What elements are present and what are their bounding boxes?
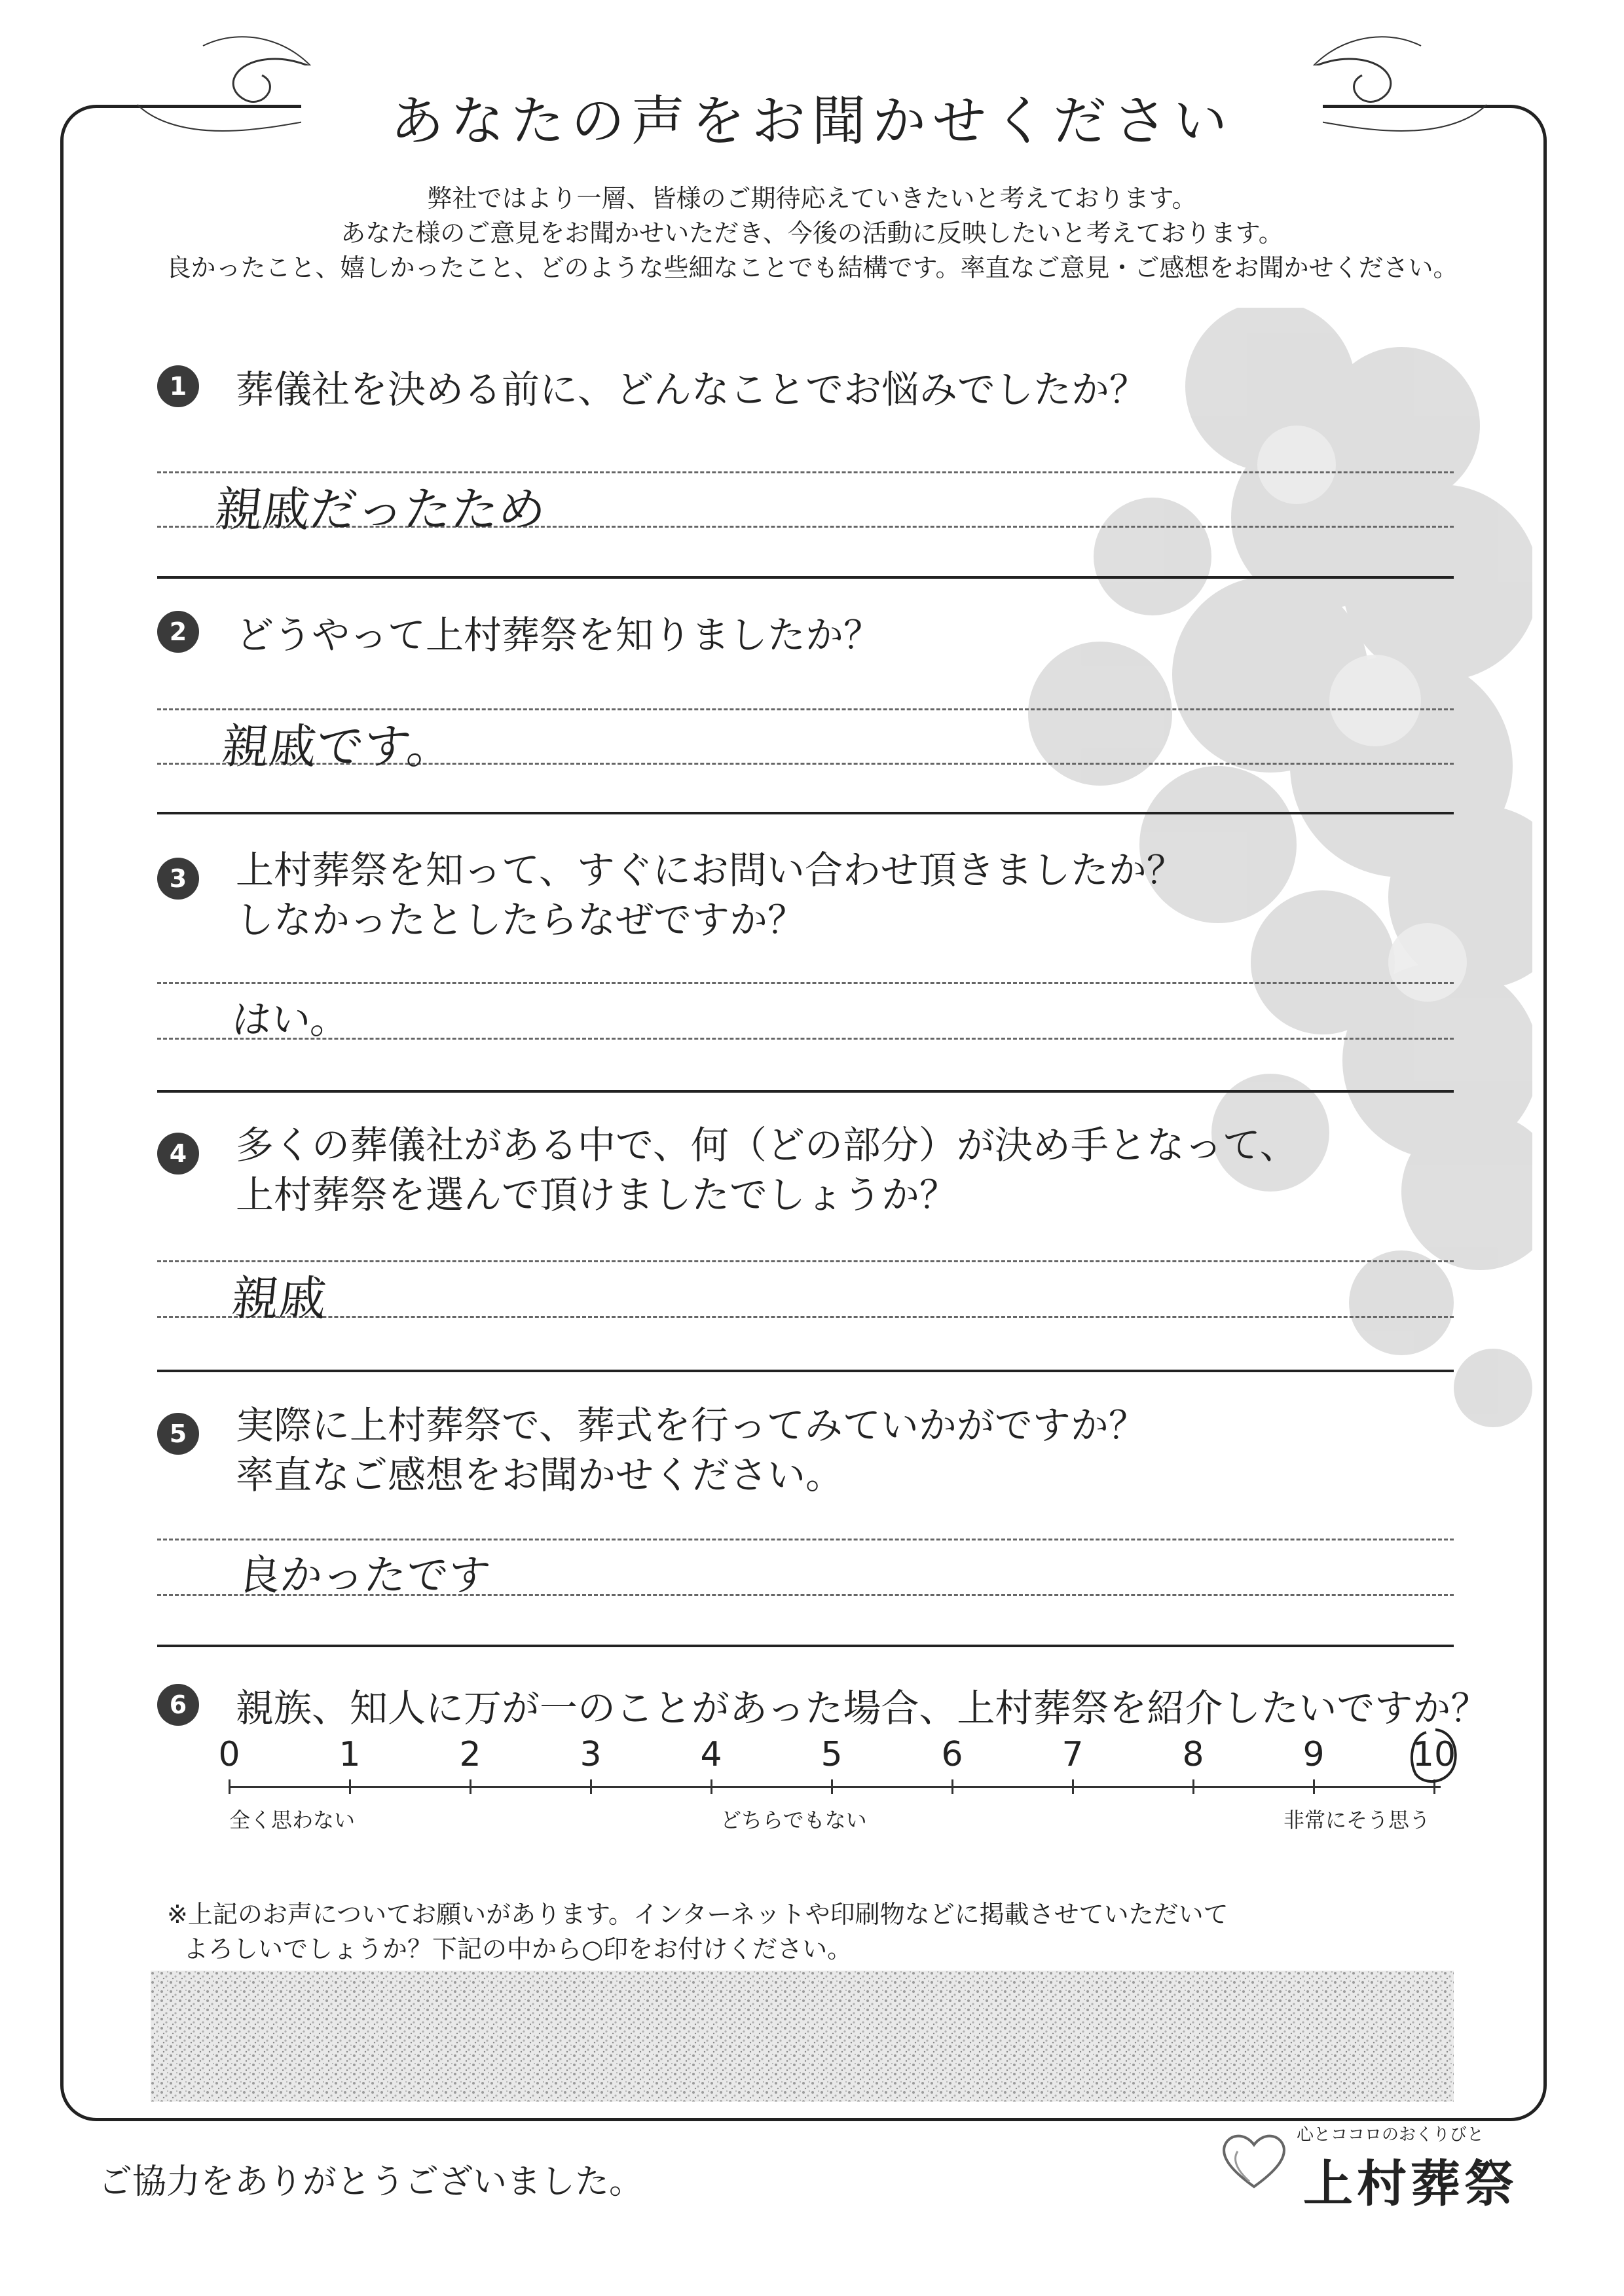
- scale-label-middle: どちらでもない: [720, 1808, 867, 1832]
- publication-notice-line-2: よろしいでしょうか？下記の中から○印をお付けください。: [183, 1935, 853, 1963]
- question-number-badge: 3: [157, 858, 199, 900]
- scale-number: 8: [1182, 1735, 1204, 1774]
- handwritten-answer-2: 親戚です。: [219, 719, 458, 774]
- question-4-text-line-1: 多くの葬儀社がある中で、何（どの部分）が決め手となって、: [236, 1123, 1298, 1167]
- intro-line-3: 良かったこと、嬉しかったこと、どのような些細なことでも結構です。率直なご意見・ご感想をお聞かせください。: [166, 253, 1458, 282]
- scale-tick: [590, 1779, 592, 1794]
- question-5-text-line-1: 実際に上村葬祭で、葬式を行ってみていかがですか？: [236, 1403, 1147, 1448]
- scale-number: 10: [1412, 1735, 1456, 1774]
- scale-number: 5: [821, 1735, 843, 1774]
- scale-tick: [349, 1779, 351, 1794]
- title-area: [301, 65, 1323, 157]
- question-number-badge: 4: [157, 1133, 199, 1175]
- scale-number: 7: [1061, 1735, 1084, 1774]
- scale-tick: [470, 1779, 471, 1794]
- scale-tick: [710, 1779, 712, 1794]
- scale-number: 6: [941, 1735, 963, 1774]
- brand-name: 上村葬祭: [1303, 2155, 1518, 2213]
- answer-guide-line: [157, 1539, 1454, 1540]
- scale-number: 2: [459, 1735, 481, 1774]
- scale-number: 1: [339, 1735, 361, 1774]
- question-5-text-line-2: 率直なご感想をお聞かせください。: [236, 1453, 844, 1497]
- question-2-text: どうやって上村葬祭を知りましたか？: [236, 613, 882, 657]
- answer-guide-line: [157, 982, 1454, 984]
- question-number-badge: 1: [157, 365, 199, 407]
- scale-tick: [1313, 1779, 1315, 1794]
- page-title: あなたの声をお聞かせください: [390, 90, 1234, 153]
- scale-label-high: 非常にそう思う: [1283, 1808, 1431, 1832]
- section-divider: [157, 576, 1454, 579]
- scale-number: 9: [1302, 1735, 1325, 1774]
- heart-logo-icon: [1218, 2128, 1290, 2193]
- publication-notice-line-1: ※上記のお声についてお願いがあります。インターネットや印刷物などに掲載させていただいて: [167, 1900, 1228, 1929]
- redacted-consent-area: [151, 1971, 1454, 2102]
- question-number-badge: 5: [157, 1413, 199, 1455]
- answer-guide-line: [157, 1038, 1454, 1040]
- section-divider: [157, 1645, 1454, 1647]
- handwritten-answer-5: 良かったです: [236, 1552, 493, 1600]
- scale-tick: [229, 1779, 231, 1794]
- question-3-text-line-1: 上村葬祭を知って、すぐにお問い合わせ頂きましたか？: [236, 848, 1185, 892]
- scale-tick: [1072, 1779, 1074, 1794]
- brand-tagline: 心とココロのおくりびと: [1297, 2125, 1485, 2145]
- section-divider: [157, 1370, 1454, 1372]
- intro-line-1: 弊社ではより一層、皆様のご期待応えていきたいと考えております。: [427, 184, 1197, 213]
- question-number-badge: 2: [157, 611, 199, 653]
- scale-number: 4: [700, 1735, 722, 1774]
- scale-label-low: 全く思わない: [229, 1808, 356, 1832]
- question-4-text-line-2: 上村葬祭を選んで頂けましたでしょうか？: [236, 1173, 958, 1217]
- section-divider: [157, 1090, 1454, 1093]
- scale-tick: [1192, 1779, 1194, 1794]
- question-6-text: 親族、知人に万が一のことがあった場合、上村葬祭を紹介したいですか？: [236, 1686, 1489, 1730]
- scale-number: 0: [218, 1735, 240, 1774]
- handwritten-answer-3: はい。: [229, 997, 353, 1043]
- scale-number: 3: [580, 1735, 602, 1774]
- question-3-text-line-2: しなかったとしたらなぜですか？: [236, 898, 806, 942]
- section-divider: [157, 812, 1454, 814]
- answer-guide-line: [157, 1260, 1454, 1262]
- scale-tick: [831, 1779, 833, 1794]
- question-number-badge: 6: [157, 1684, 199, 1726]
- question-1-text: 葬儀社を決める前に、どんなことでお悩みでしたか？: [236, 367, 1148, 412]
- rating-scale-line: [229, 1786, 1441, 1788]
- scale-tick: [951, 1779, 953, 1794]
- selected-rating-circle: [1407, 1727, 1459, 1785]
- answer-guide-line: [157, 1316, 1454, 1318]
- handwritten-answer-4: 親戚: [229, 1271, 329, 1326]
- thank-you-message: ご協力をありがとうございました。: [98, 2162, 644, 2202]
- intro-line-2: あなた様のご意見をお聞かせいただき、今後の活動に反映したいと考えております。: [341, 219, 1283, 247]
- handwritten-answer-1: 親戚だったため: [212, 482, 549, 537]
